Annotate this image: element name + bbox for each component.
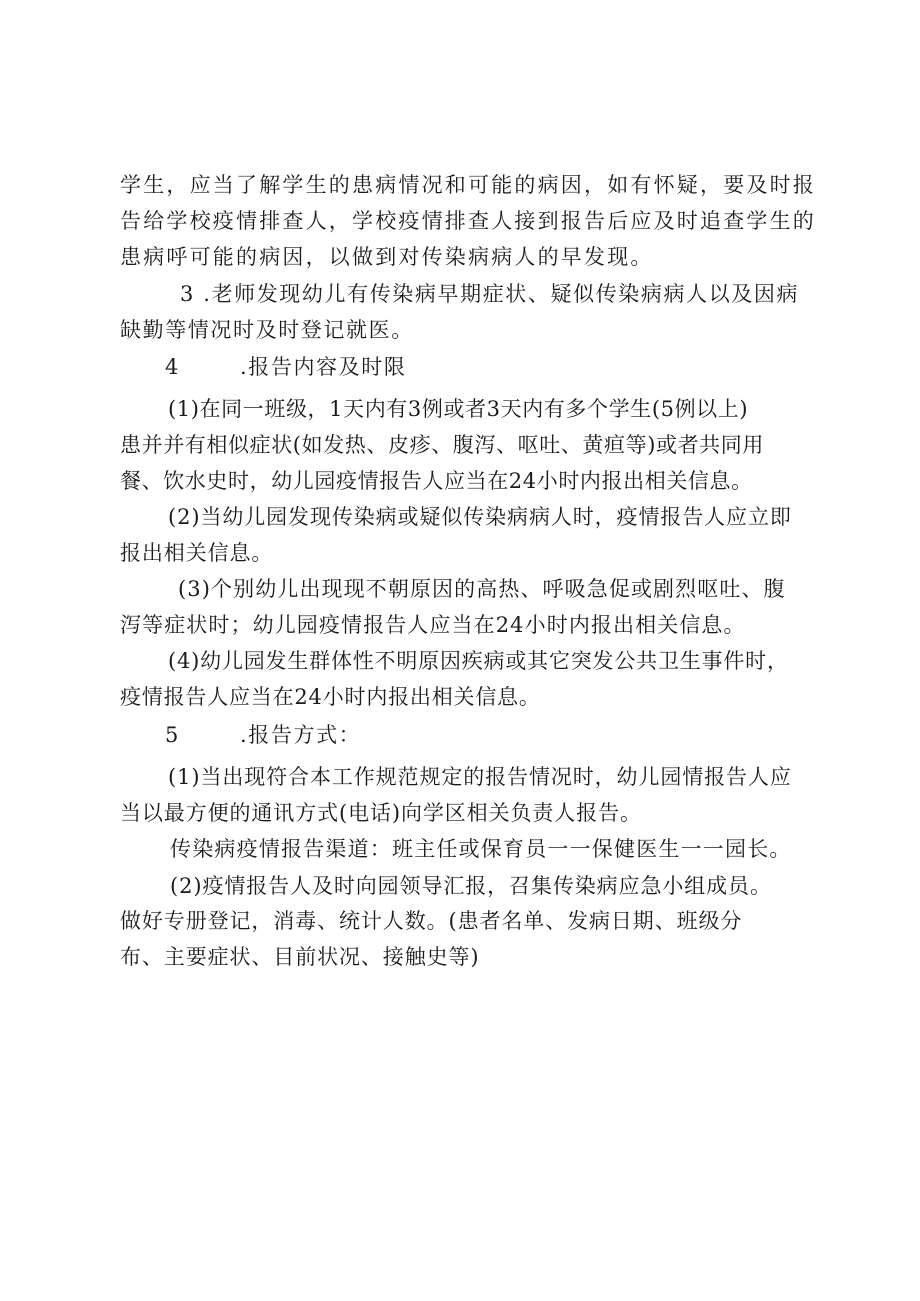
- paragraph-line: 3 .老师发现幼儿有传染病早期症状、疑似传染病病人以及因病: [180, 282, 800, 306]
- paragraph-line: 疫情报告人应当在24小时内报出相关信息。: [120, 685, 541, 709]
- paragraph-line: (1)当出现符合本工作规范规定的报告情况时，幼儿园情报告人应: [168, 765, 792, 789]
- paragraph-line: (1)在同一班级，1天内有3例或者3天内有多个学生(5例以上): [168, 397, 749, 421]
- paragraph-line: 做好专册登记，消毒、统计人数。(患者名单、发病日期、班级分: [120, 909, 743, 933]
- paragraph-line: 布、主要症状、目前状况、接触史等): [120, 945, 480, 969]
- paragraph-line: (2)疫情报告人及时向园领导汇报，召集传染病应急小组成员。: [170, 874, 772, 898]
- paragraph-line: 当以最方便的通讯方式(电话)向学区相关负责人报告。: [120, 801, 642, 825]
- section-heading: .报告方式：: [240, 723, 362, 747]
- paragraph-line: 患病呼可能的病因，以做到对传染病病人的早发现。: [120, 245, 654, 269]
- paragraph-line: 患并并有相似症状(如发热、皮疹、腹泻、呕吐、黄疸等)或者共同用: [120, 433, 764, 457]
- section-number: 4: [165, 355, 179, 379]
- paragraph-line: 学生，应当了解学生的患病情况和可能的病因，如有怀疑，要及时报: [120, 173, 816, 197]
- paragraph-line: 餐、饮水史时，幼儿园疫情报告人应当在24小时内报出相关信息。: [120, 469, 753, 493]
- paragraph-line: (3)个别幼儿出现现不朝原因的高热、呼吸急促或剧烈呕吐、腹: [178, 577, 786, 601]
- paragraph-line: 告给学校疫情排查人，学校疫情排查人接到报告后应及时追查学生的: [120, 209, 816, 233]
- paragraph-line: 泻等症状时；幼儿园疫情报告人应当在24小时内报出相关信息。: [120, 613, 746, 637]
- paragraph-line: (2)当幼儿园发现传染病或疑似传染病病人时，疫情报告人应立即: [168, 505, 792, 529]
- paragraph-line: 传染病疫情报告渠道：班主任或保育员一一保健医生一一园长。: [170, 837, 792, 861]
- paragraph-line: 缺勤等情况时及时登记就医。: [120, 318, 414, 342]
- section-heading: .报告内容及时限: [240, 355, 407, 379]
- paragraph-line: (4)幼儿园发生群体性不明原因疾病或其它突发公共卫生事件时，: [168, 649, 789, 673]
- paragraph-line: 报出相关信息。: [120, 541, 274, 565]
- section-number: 5: [165, 723, 179, 747]
